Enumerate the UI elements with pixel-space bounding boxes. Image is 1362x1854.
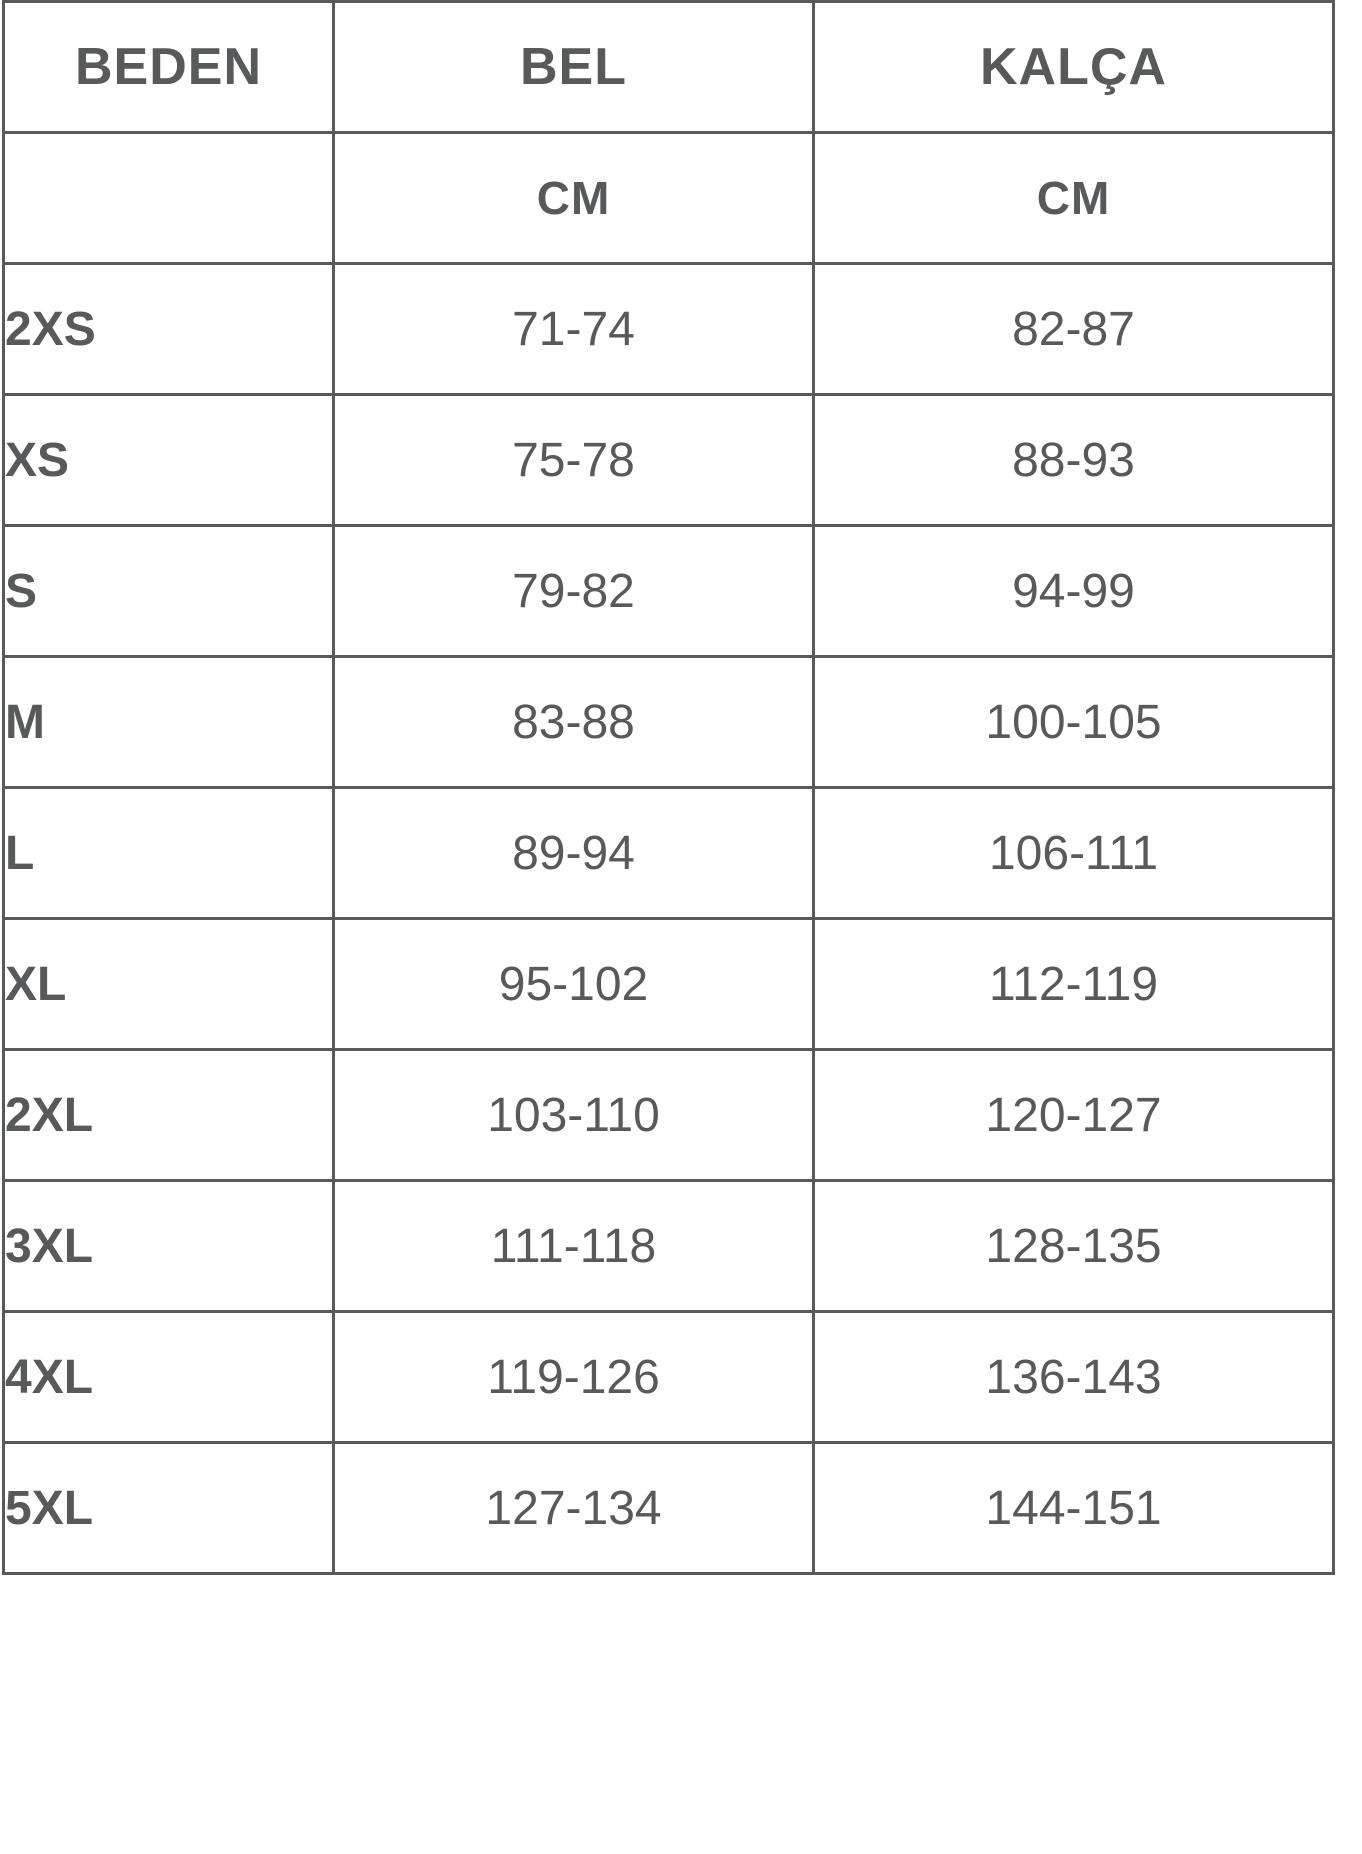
header-hip: KALÇA	[814, 2, 1334, 133]
cell-size: L	[4, 788, 334, 919]
cell-hip: 120-127	[814, 1050, 1334, 1181]
cell-waist: 71-74	[334, 264, 814, 395]
table-row	[4, 1181, 1334, 1312]
header-size: BEDEN	[4, 2, 334, 133]
table-row	[4, 264, 1334, 395]
cell-waist: 127-134	[334, 1443, 814, 1574]
cell-hip: 136-143	[814, 1312, 1334, 1443]
size-guide-table	[2, 0, 1335, 1575]
cell-waist: 83-88	[334, 657, 814, 788]
table-row	[4, 1443, 1334, 1574]
cell-size: M	[4, 657, 334, 788]
header-waist: BEL	[334, 2, 814, 133]
cell-size: 4XL	[4, 1312, 334, 1443]
cell-size: 5XL	[4, 1443, 334, 1574]
table-header-row	[4, 2, 1334, 133]
unit-hip: CM	[814, 133, 1334, 264]
cell-size: XS	[4, 395, 334, 526]
cell-hip: 128-135	[814, 1181, 1334, 1312]
unit-size	[4, 133, 334, 264]
cell-size: S	[4, 526, 334, 657]
cell-hip: 94-99	[814, 526, 1334, 657]
table-row	[4, 919, 1334, 1050]
cell-waist: 89-94	[334, 788, 814, 919]
cell-size: 2XS	[4, 264, 334, 395]
cell-hip: 82-87	[814, 264, 1334, 395]
unit-waist: CM	[334, 133, 814, 264]
cell-waist: 95-102	[334, 919, 814, 1050]
cell-hip: 88-93	[814, 395, 1334, 526]
cell-waist: 111-118	[334, 1181, 814, 1312]
cell-hip: 144-151	[814, 1443, 1334, 1574]
table-row	[4, 1050, 1334, 1181]
table-row	[4, 395, 1334, 526]
table-row	[4, 1312, 1334, 1443]
cell-hip: 100-105	[814, 657, 1334, 788]
cell-size: 2XL	[4, 1050, 334, 1181]
table-row	[4, 657, 1334, 788]
table-row	[4, 526, 1334, 657]
cell-hip: 106-111	[814, 788, 1334, 919]
cell-waist: 103-110	[334, 1050, 814, 1181]
table-unit-row	[4, 133, 1334, 264]
cell-waist: 119-126	[334, 1312, 814, 1443]
cell-waist: 75-78	[334, 395, 814, 526]
table-row	[4, 788, 1334, 919]
cell-size: 3XL	[4, 1181, 334, 1312]
cell-size: XL	[4, 919, 334, 1050]
cell-waist: 79-82	[334, 526, 814, 657]
cell-hip: 112-119	[814, 919, 1334, 1050]
